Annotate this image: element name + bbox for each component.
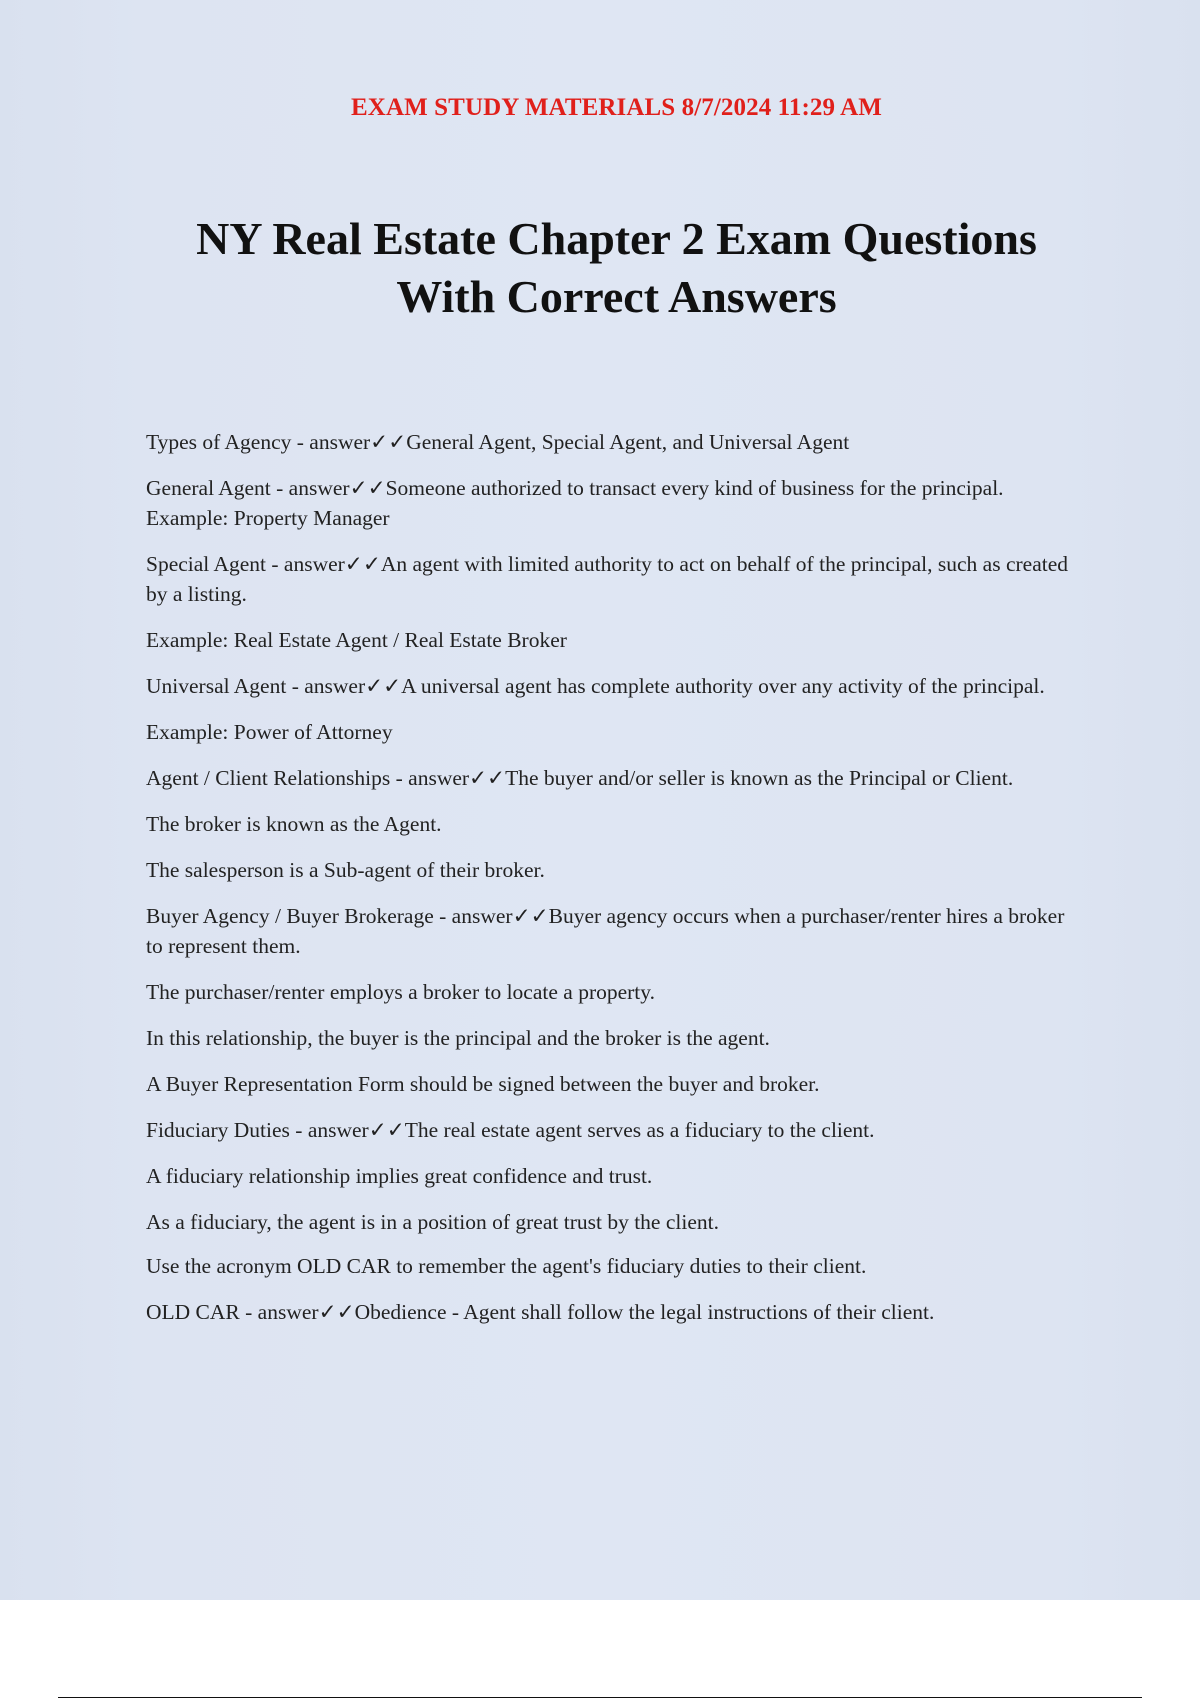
paragraph: A Buyer Representation Form should be signed between the buyer and broker.	[146, 1072, 820, 1096]
paragraph: OLD CAR - answer✓✓Obedience - Agent shall follow the legal instructions of their client.	[146, 1300, 935, 1324]
paragraph: General Agent - answer✓✓Someone authorized to transact every kind of business for the principal. Example: Property Manager	[146, 476, 1004, 530]
document-title	[0, 210, 1200, 326]
paragraph: A fiduciary relationship implies great confidence and trust.	[146, 1164, 653, 1188]
document-body	[146, 427, 1086, 1343]
paragraph: Buyer Agency / Buyer Brokerage - answer✓✓Buyer agency occurs when a purchaser/renter hires a broker to represent them.	[146, 904, 1065, 958]
paragraph: Example: Power of Attorney	[146, 720, 393, 744]
footer-rule	[58, 1697, 1142, 1698]
paragraph: As a fiduciary, the agent is in a position of great trust by the client.	[146, 1210, 719, 1234]
paragraph: In this relationship, the buyer is the principal and the broker is the agent.	[146, 1026, 770, 1050]
paragraph: The broker is known as the Agent.	[146, 812, 442, 836]
paragraph: Special Agent - answer✓✓An agent with limited authority to act on behalf of the principal, such as created by a listing.	[146, 552, 1069, 606]
paragraph: Use the acronym OLD CAR to remember the agent's fiduciary duties to their client.	[146, 1254, 867, 1278]
paragraph: Agent / Client Relationships - answer✓✓The buyer and/or seller is known as the Principal or Client.	[146, 766, 1014, 790]
paragraph: Example: Real Estate Agent / Real Estate Broker	[146, 628, 567, 652]
paragraph: Universal Agent - answer✓✓A universal agent has complete authority over any activity of the principal.	[146, 674, 1045, 698]
paragraph: The purchaser/renter employs a broker to locate a property.	[146, 980, 656, 1004]
paragraph: Fiduciary Duties - answer✓✓The real estate agent serves as a fiduciary to the client.	[146, 1118, 875, 1142]
paragraph: Types of Agency - answer✓✓General Agent, Special Agent, and Universal Agent	[146, 430, 850, 454]
title-line-1: NY Real Estate Chapter 2 Exam Questions	[196, 213, 1037, 264]
paragraph: The salesperson is a Sub-agent of their broker.	[146, 858, 545, 882]
title-line-2: With Correct Answers	[396, 271, 837, 322]
exam-stamp: EXAM STUDY MATERIALS 8/7/2024 11:29 AM	[351, 94, 882, 121]
